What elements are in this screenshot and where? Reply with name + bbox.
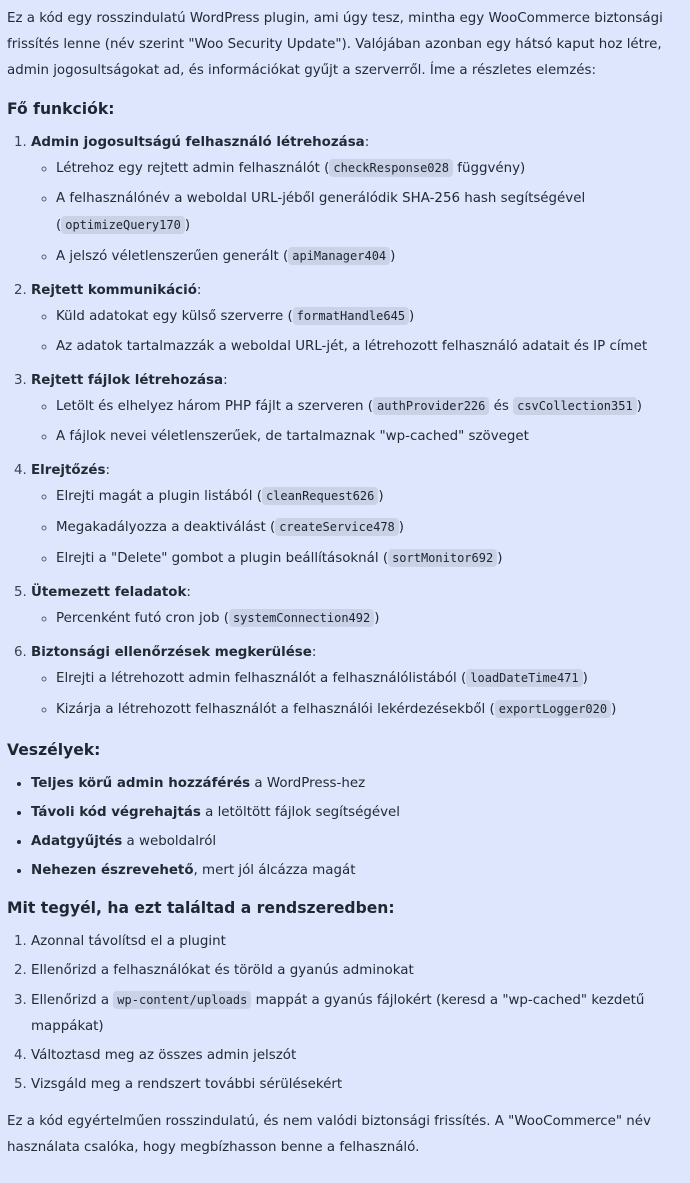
function-details [31, 391, 683, 452]
function-item: 5. Ütemezett feladatok: ◦ Percenként futó cron job ( systemConnection492 ) [31, 578, 683, 638]
function-details [31, 153, 683, 272]
item-text: függvény) [452, 161, 526, 176]
detail-item [56, 543, 683, 574]
function-code: cleanRequest626 [262, 487, 378, 505]
detail-item [56, 481, 683, 512]
item-text: ) [582, 671, 588, 686]
function-code: wp-content/uploads [113, 991, 251, 1009]
item-text: Elrejti a "Delete" gombot a plugin beállításoknál ( [56, 551, 389, 566]
function-code: createService478 [275, 518, 399, 536]
item-text: Vizsgáld meg a rendszert további sérülésekért [31, 1077, 343, 1092]
item-text: Ellenőrizd a felhasználókat és töröld a gyanús adminokat [31, 963, 414, 978]
item-text: mappát a gyanús fájlokért (keresd a "wp-cached" kezdetű mappákat) [31, 993, 645, 1034]
detail-item [56, 663, 683, 694]
function-item: 3. Rejtett fájlok létrehozása: ◦ Letölt és elhelyez három PHP fájlt a szerveren ( authProvider226 és csvCollection351 ) ◦ A fájlok nevei véletlenszerűek, de tartalmaznak "wp-cached" szöveget [31, 366, 683, 456]
dangers-list [7, 769, 683, 885]
function-code: loadDateTime471 [466, 669, 582, 687]
danger-bold: Nehezen észrevehető [31, 863, 194, 878]
action-item [31, 985, 683, 1041]
danger-bold: Távoli kód végrehajtás [31, 805, 201, 820]
function-title: Biztonsági ellenőrzések megkerülése [31, 645, 312, 660]
function-code: csvCollection351 [513, 397, 637, 415]
item-text: ) [497, 551, 503, 566]
function-title: Elrejtőzés [31, 463, 106, 478]
intro-paragraph: Ez a kód egy rosszindulatú WordPress plugin, ami úgy tesz, mintha egy WooCommerce biztonsági frissítés lenne (név szerint "Woo Security Update"). Valójában azonban egy hátsó kaput hoz létre, admin jogosultságokat ad, és információkat gyűjt a szerverről. Íme a részletes elemzés: [7, 11, 663, 78]
danger-text: , mert jól álcázza magát [193, 863, 356, 878]
danger-bold: Adatgyűjtés [31, 834, 123, 849]
item-text: Kizárja a létrehozott felhasználót a felhasználói lekérdezésekből ( [56, 702, 495, 717]
item-text: ) [398, 520, 405, 535]
function-code: exportLogger020 [495, 700, 611, 718]
function-code: systemConnection492 [229, 609, 374, 627]
detail-item [56, 153, 683, 184]
function-item: 2. Rejtett kommunikáció: ◦ Küld adatokat egy külső szerverre ( formatHandle645 ) ◦ Az adatok tartalmazzák a weboldal URL-jét, a létrehozott felhasználó adatait és IP címet [31, 276, 683, 366]
item-text: Azonnal távolítsd el a plugint [31, 934, 226, 949]
danger-bold: Teljes körű admin hozzáférés [31, 776, 251, 791]
item-text: A jelszó véletlenszerűen generált ( [56, 249, 289, 264]
item-text: A fájlok nevei véletlenszerűek, de tartalmaznak "wp-cached" szöveget [56, 429, 529, 444]
danger-item [31, 827, 683, 856]
function-code: sortMonitor692 [388, 549, 497, 567]
item-text: Letölt és elhelyez három PHP fájlt a szerveren ( [56, 399, 373, 414]
danger-text: a letöltött fájlok segítségével [200, 805, 400, 820]
function-title: Ütemezett feladatok [31, 585, 187, 600]
item-text: Ellenőrizd a [31, 993, 114, 1008]
item-text: Változtasd meg az összes admin jelszót [31, 1048, 297, 1063]
detail-item [56, 512, 683, 543]
item-text: ) [184, 218, 191, 233]
item-text: ) [636, 399, 642, 414]
item-text: Elrejti a létrehozott admin felhasználót a felhasználólistából ( [56, 671, 467, 686]
function-title: Rejtett kommunikáció [31, 283, 197, 298]
danger-item [31, 798, 683, 827]
action-item [31, 1070, 683, 1099]
function-code: apiManager404 [288, 247, 390, 265]
detail-item [56, 422, 683, 452]
function-item: 6. Biztonsági ellenőrzések megkerülése: ◦ Elrejti a létrehozott admin felhasználót a felhasználólistából ( loadDateTime471 ) ◦ Kizárja a létrehozott felhasználót a felhasználói lekérdezésekből ( exportLogger020 ) [31, 638, 683, 729]
function-details [31, 663, 683, 725]
danger-text: a weboldalról [122, 834, 217, 849]
action-item [31, 1041, 683, 1070]
function-item: 4. Elrejtőzés: ◦ Elrejti magát a plugin listából ( cleanRequest626 ) ◦ Megakadályozza a deaktiválást ( createService478 ) ◦ Elrejti a "Delete" gombot a plugin beállításoknál ( sortMonitor692 ) [31, 456, 683, 578]
detail-item [56, 694, 683, 725]
function-code: authProvider226 [373, 397, 489, 415]
item-text: Megakadályozza a deaktiválást ( [56, 520, 276, 535]
action-item [31, 927, 683, 956]
function-code: checkResponse028 [329, 159, 453, 177]
detail-item [56, 391, 683, 422]
functions-list [7, 128, 683, 729]
item-text: ) [374, 611, 380, 626]
item-text: Küld adatokat egy külső szerverre ( [56, 309, 293, 324]
function-code: formatHandle645 [293, 307, 409, 325]
detail-item [56, 603, 683, 634]
detail-item [56, 184, 683, 241]
danger-text: a WordPress-hez [250, 776, 366, 791]
function-code: optimizeQuery170 [61, 216, 185, 234]
detail-item [56, 241, 683, 272]
item-text: Létrehoz egy rejtett admin felhasználót ( [56, 161, 330, 176]
item-text: Percenként futó cron job ( [56, 611, 229, 626]
function-details [31, 603, 683, 634]
item-text: ) [378, 489, 384, 504]
conclusion-paragraph: Ez a kód egyértelműen rosszindulatú, és nem valódi biztonsági frissítés. A "WooCommerce" név használata csalóka, hogy megbízhasson benne a felhasználó. [7, 1114, 651, 1155]
item-text: és [489, 399, 514, 414]
function-item: 1. Admin jogosultságú felhasználó létrehozása: ◦ Létrehoz egy rejtett admin felhasználót ( checkResponse028 függvény) ◦ A felhasználónév a weboldal URL-jéből generálódik SHA-256 hash segítségével ( optimizeQuery170 ) ◦ A jelszó véletlenszerűen generált ( apiManager404 ) [31, 128, 683, 276]
item-text: ) [409, 309, 415, 324]
action-item [31, 956, 683, 985]
function-title: Admin jogosultságú felhasználó létrehozása [31, 135, 365, 150]
dangers-heading: Veszélyek: [7, 741, 101, 759]
item-text: ) [611, 702, 617, 717]
item-text: ) [390, 249, 396, 264]
danger-item [31, 769, 683, 798]
function-details [31, 481, 683, 574]
detail-item [56, 332, 683, 362]
item-text: A felhasználónév a weboldal URL-jéből generálódik SHA-256 hash segítségével ( [56, 191, 586, 233]
actions-list [7, 927, 683, 1099]
function-title: Rejtett fájlok létrehozása [31, 373, 224, 388]
item-text: Elrejti magát a plugin listából ( [56, 489, 262, 504]
item-text: Az adatok tartalmazzák a weboldal URL-jét, a létrehozott felhasználó adatait és IP címet [56, 339, 648, 354]
functions-heading: Fő funkciók: [7, 100, 115, 118]
function-details [31, 301, 683, 362]
danger-item [31, 856, 683, 885]
actions-heading: Mit tegyél, ha ezt találtad a rendszeredben: [7, 899, 395, 917]
detail-item [56, 301, 683, 332]
